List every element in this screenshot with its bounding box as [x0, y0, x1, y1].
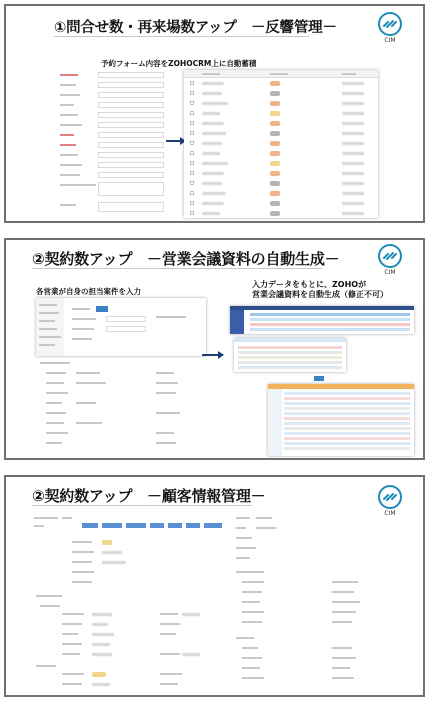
logo-text: CIM — [384, 510, 396, 517]
report-button — [314, 376, 324, 381]
link-icon — [376, 244, 404, 268]
customer-record-screenshot — [32, 513, 228, 693]
generated-report-grid — [268, 384, 414, 456]
logo-text: CIM — [384, 37, 396, 44]
caption-right — [252, 280, 388, 300]
brand-logo — [373, 244, 407, 276]
title-divider — [54, 36, 309, 37]
generated-report-detail — [234, 338, 346, 372]
title-divider — [32, 505, 252, 506]
slide-sales-meeting-docs — [4, 238, 425, 460]
case-detail-screenshot — [36, 358, 206, 456]
link-icon — [376, 485, 404, 509]
logo-text: CIM — [384, 269, 396, 276]
case-input-screenshot — [36, 298, 206, 356]
slide-title: ②契約数アップ －営業会議資料の自動生成－ — [32, 250, 340, 268]
slide-inquiry-management — [4, 4, 425, 223]
slide-customer-info — [4, 475, 425, 697]
title-divider — [32, 268, 322, 269]
caption-left: 各営業が自身の担当案件を入力 — [36, 287, 141, 296]
caption-right-line1: 入力データをもとに、ZOHOが — [252, 280, 367, 289]
reservation-form-screenshot — [58, 70, 168, 218]
customer-detail-screenshot — [232, 513, 382, 693]
brand-logo — [373, 12, 407, 44]
slide-caption: 予約フォーム内容をZOHOCRM上に自動蓄積 — [101, 59, 257, 68]
slide-title: ①問合せ数・再来場数アップ －反響管理－ — [54, 20, 337, 36]
slide-title: ②契約数アップ －顧客情報管理－ — [32, 487, 266, 505]
link-icon — [376, 12, 404, 36]
generated-report-summary — [230, 306, 414, 334]
arrow-right-icon — [202, 350, 226, 360]
crm-list-screenshot — [184, 70, 378, 218]
caption-right-line2: 営業会議資料を自動生成（修正不可） — [252, 290, 388, 299]
